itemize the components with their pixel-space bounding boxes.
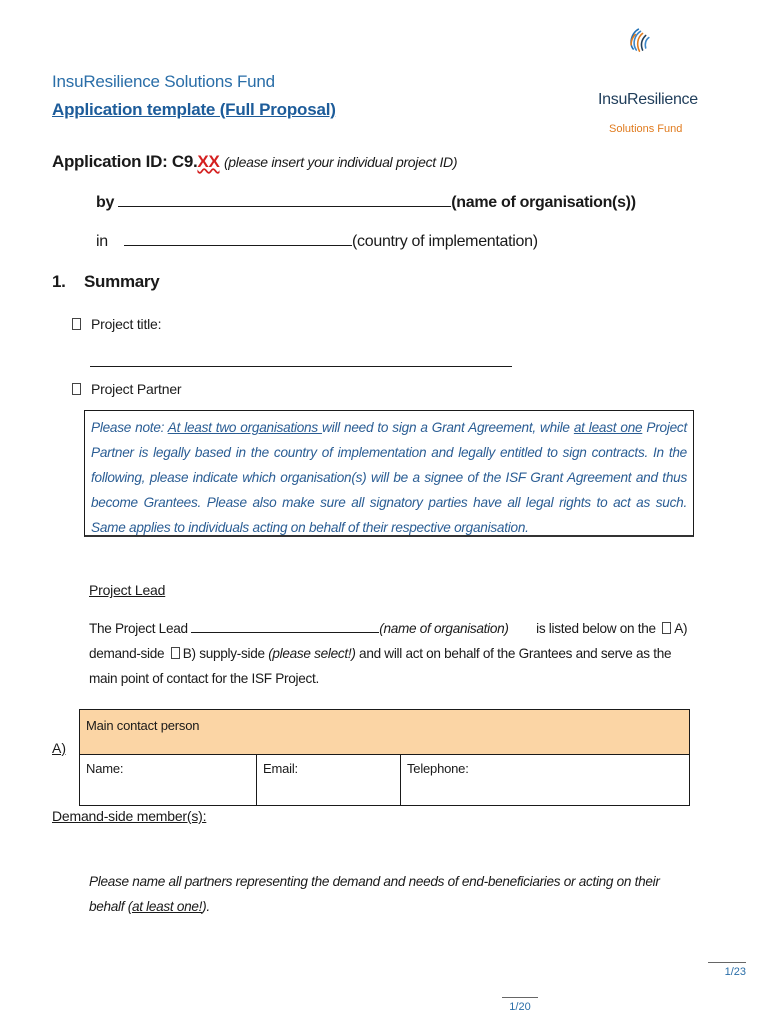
lead-text-2: is listed below on the bbox=[532, 621, 660, 636]
lead-organisation-hint: (name of organisation) bbox=[379, 621, 509, 636]
main-contact-header: Main contact person bbox=[80, 710, 690, 755]
lead-organisation-field[interactable] bbox=[191, 632, 379, 633]
country-line bbox=[96, 233, 538, 251]
note-text-1: will need to sign a Grant Agreement, while bbox=[322, 420, 574, 435]
application-id-placeholder[interactable]: XX bbox=[197, 152, 220, 171]
section-number: 1. bbox=[52, 272, 66, 291]
note-text-2: Project Partner is legally based in the country of implementation and legally entitled to sign contracts. In the following, please indicate which organisation(s) will be a signee of the ISF Grant Agreement and thus become Grantees. Please also make sure all signatory parties have all legal rights to act as such. Same applies to individuals acting on behalf of their respective organisation. bbox=[91, 420, 687, 535]
organisation-line bbox=[96, 194, 636, 212]
note-emphasis-2: at least one bbox=[573, 420, 643, 435]
country-field[interactable] bbox=[124, 245, 352, 246]
demand-side-option: A) demand-side bbox=[89, 621, 688, 661]
project-title-item bbox=[72, 316, 161, 332]
section-summary-heading bbox=[52, 272, 159, 292]
section-title: Summary bbox=[84, 272, 160, 291]
bullet-box-icon bbox=[72, 318, 81, 330]
in-label: in bbox=[96, 233, 108, 250]
supply-side-checkbox[interactable] bbox=[171, 647, 180, 659]
main-contact-table bbox=[79, 709, 690, 806]
demand-side-instruction bbox=[89, 869, 689, 919]
application-id-line bbox=[52, 152, 457, 172]
contact-name-cell[interactable]: Name: bbox=[80, 755, 257, 806]
project-title-field[interactable] bbox=[90, 366, 512, 367]
lead-text-3: and will act on behalf of the Grantees and serve as the main point of contact for the ISF Project. bbox=[89, 646, 672, 686]
contact-email-cell[interactable]: Email: bbox=[257, 755, 401, 806]
note-emphasis-1: At least two organisations bbox=[167, 420, 323, 435]
organisation-name-field[interactable] bbox=[118, 206, 451, 207]
logo-subtitle: Solutions Fund bbox=[609, 123, 683, 135]
project-lead-paragraph bbox=[89, 616, 689, 691]
project-partner-item bbox=[72, 381, 181, 397]
project-title-label: Project title: bbox=[91, 316, 162, 332]
demand-side-heading: Demand-side member(s): bbox=[52, 808, 207, 824]
page-number-b: 1/20 bbox=[502, 997, 538, 1013]
template-title: Application template (Full Proposal) bbox=[52, 100, 336, 119]
partner-note-box bbox=[84, 410, 694, 537]
bullet-box-icon bbox=[72, 383, 81, 395]
country-hint: (country of implementation) bbox=[352, 233, 538, 250]
contact-phone-cell[interactable]: Telephone: bbox=[401, 755, 690, 806]
application-id-label: Application ID: C9. bbox=[52, 152, 198, 171]
instruction-end: ). bbox=[202, 899, 210, 914]
project-partner-label: Project Partner bbox=[91, 381, 182, 397]
demand-side-checkbox[interactable] bbox=[662, 622, 671, 634]
lead-text-1: The Project Lead bbox=[89, 621, 192, 636]
select-hint: (please select!) bbox=[268, 646, 356, 661]
insuresilience-swirl-icon bbox=[596, 24, 686, 84]
option-a-label: A) bbox=[52, 740, 66, 756]
logo-name: InsuResilience bbox=[598, 91, 698, 108]
supply-side-option: B) supply-side bbox=[182, 646, 269, 661]
fund-name: InsuResilience Solutions Fund bbox=[52, 72, 275, 91]
instruction-emphasis: at least one! bbox=[131, 899, 203, 914]
by-label: by bbox=[96, 194, 115, 211]
application-id-hint: (please insert your individual project ID) bbox=[223, 154, 458, 170]
project-lead-heading: Project Lead bbox=[89, 582, 166, 598]
instruction-text: Please name all partners representing the demand and needs of end-beneficiaries or acting on their behalf ( bbox=[89, 874, 660, 914]
organisation-hint: (name of organisation(s)) bbox=[451, 194, 636, 211]
page-number-a: 1/23 bbox=[708, 962, 746, 978]
note-prefix: Please note: bbox=[91, 420, 168, 435]
